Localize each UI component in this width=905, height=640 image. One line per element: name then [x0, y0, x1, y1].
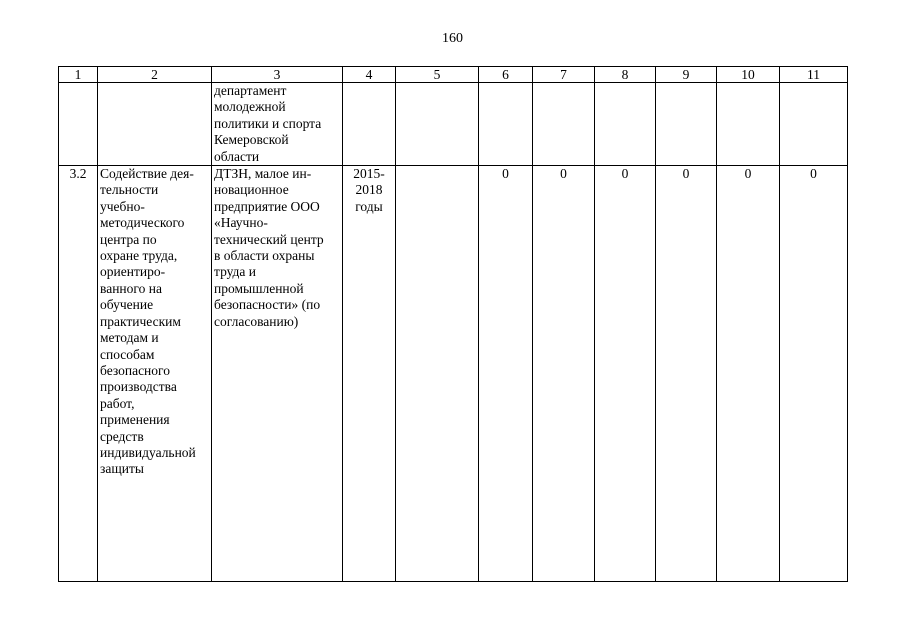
cell-col-10: 0 [717, 166, 780, 582]
page-number: 160 [442, 31, 463, 46]
cell-executor: департамент молодежной политики и спорта Кемеровской области [212, 83, 343, 166]
table-row-3-2 [59, 166, 848, 582]
cell-col-11 [780, 83, 848, 166]
header-col-4: 4 [343, 67, 396, 83]
header-col-11: 11 [780, 67, 848, 83]
cell-col-5 [396, 166, 479, 582]
header-col-6: 6 [479, 67, 533, 83]
header-col-1: 1 [59, 67, 98, 83]
cell-col-7 [533, 83, 595, 166]
cell-executor: ДТЗН, малое ин- новационное предприятие ООО «Научно- технический центр в области охраны труда и промышленной безопасности» (по согласованию) [212, 166, 343, 582]
cell-num: 3.2 [59, 166, 98, 582]
table-row-continuation [59, 83, 848, 166]
cell-col-10 [717, 83, 780, 166]
cell-col-11: 0 [780, 166, 848, 582]
cell-col-8 [595, 83, 656, 166]
header-col-5: 5 [396, 67, 479, 83]
cell-activity: Содействие дея- тельности учебно- методического центра по охране труда, ориентиро- ванного на обучение практическим методам и способам безопасного производства работ, применения средств индивидуальной защиты [98, 166, 212, 582]
header-col-3: 3 [212, 67, 343, 83]
cell-col-9: 0 [656, 166, 717, 582]
header-col-9: 9 [656, 67, 717, 83]
header-col-10: 10 [717, 67, 780, 83]
header-col-8: 8 [595, 67, 656, 83]
cell-period [343, 83, 396, 166]
cell-num [59, 83, 98, 166]
cell-col-5 [396, 83, 479, 166]
program-table [58, 66, 848, 582]
cell-activity [98, 83, 212, 166]
cell-col-7: 0 [533, 166, 595, 582]
header-col-7: 7 [533, 67, 595, 83]
cell-col-9 [656, 83, 717, 166]
column-number-row [59, 67, 848, 83]
cell-period: 2015- 2018 годы [343, 166, 396, 582]
cell-col-6 [479, 83, 533, 166]
cell-col-6: 0 [479, 166, 533, 582]
header-col-2: 2 [98, 67, 212, 83]
cell-col-8: 0 [595, 166, 656, 582]
